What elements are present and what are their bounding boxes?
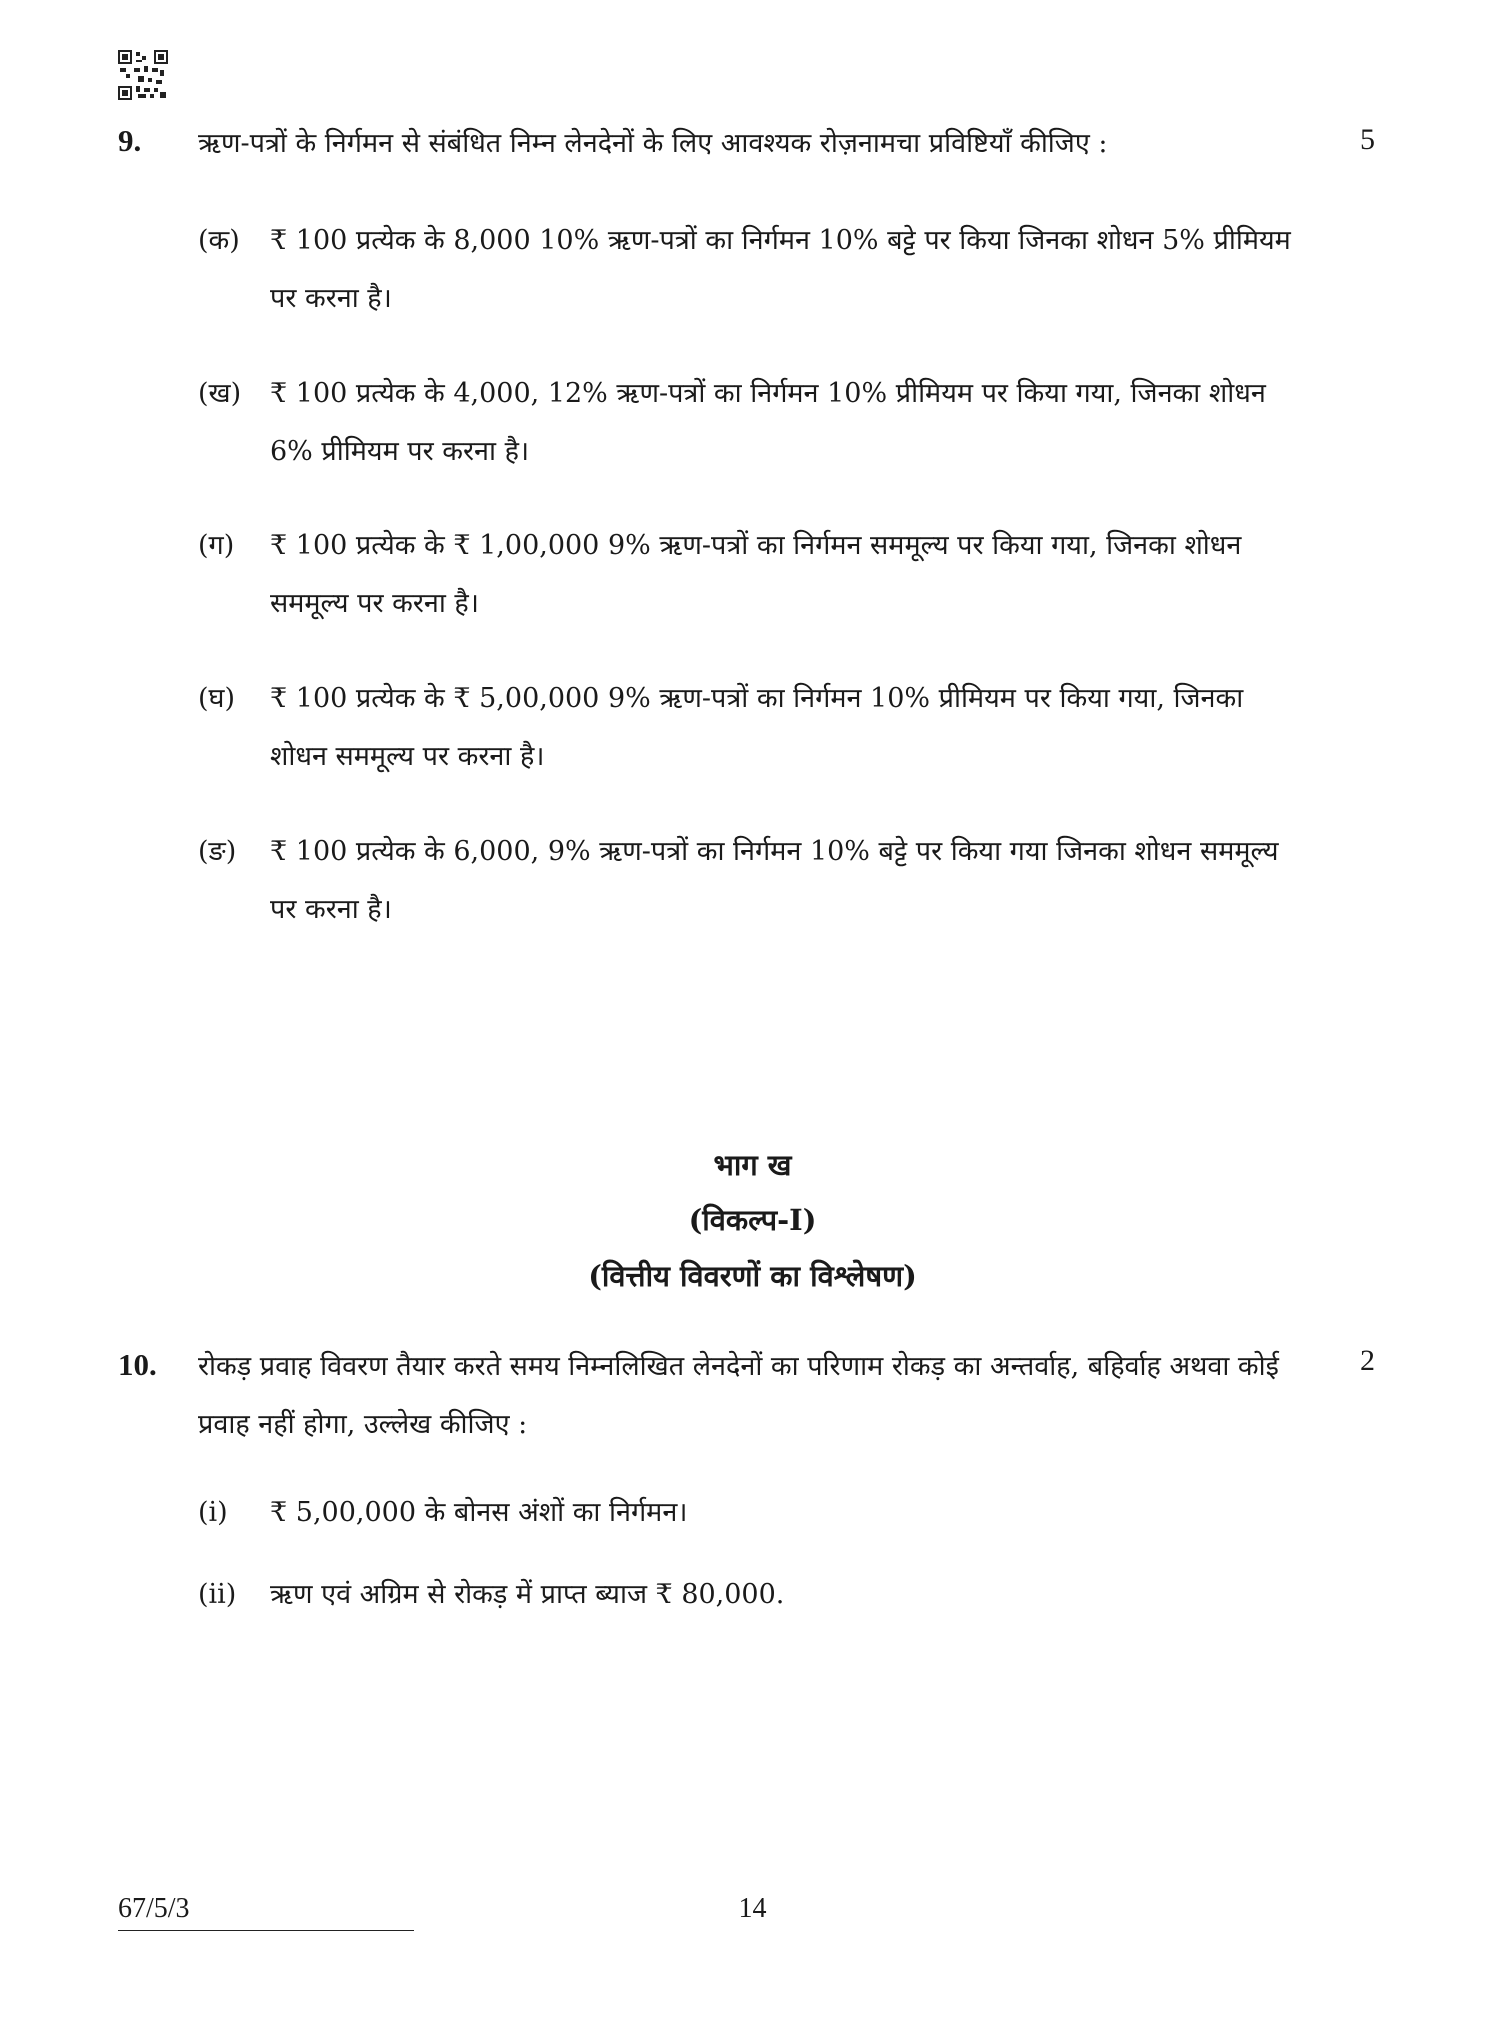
sub-question-text: ₹ 100 प्रत्येक के ₹ 5,00,000 9% ऋण-पत्रों का निर्गमन 10% प्रीमियम पर किया गया, जिनका शोधन सममूल्य पर करना है। <box>270 683 1244 772</box>
sub-question-label: (i) <box>198 1497 228 1528</box>
sub-question-text: ₹ 100 प्रत्येक के 8,000 10% ऋण-पत्रों का निर्गमन 10% बट्टे पर किया जिनका शोधन 5% प्रीमियम पर करना है। <box>270 225 1291 314</box>
section-part-heading: भाग ख <box>713 1148 792 1182</box>
section-subject-heading: (वित्तीय विवरणों का विश्लेषण) <box>588 1259 917 1293</box>
sub-question-label: (ङ) <box>198 836 237 867</box>
footer-underline <box>118 1930 414 1931</box>
sub-question-label: (क) <box>198 225 240 256</box>
question-marks: 2 <box>1360 1344 1375 1377</box>
sub-question-label: (ग) <box>198 530 235 561</box>
sub-question-text: ₹ 100 प्रत्येक के 4,000, 12% ऋण-पत्रों का निर्गमन 10% प्रीमियम पर किया गया, जिनका शोधन 6% प्रीमियम पर करना है। <box>270 378 1266 467</box>
sub-question-label: (ii) <box>198 1579 237 1610</box>
sub-question-text: ऋण एवं अग्रिम से रोकड़ में प्राप्त ब्याज ₹ 80,000. <box>270 1579 785 1610</box>
sub-question-label: (ख) <box>198 378 242 409</box>
sub-question-text: ₹ 100 प्रत्येक के ₹ 1,00,000 9% ऋण-पत्रों का निर्गमन सममूल्य पर किया गया, जिनका शोधन सममूल्य पर करना है। <box>270 530 1242 619</box>
page-number: 14 <box>738 1893 767 1924</box>
question-text: रोकड़ प्रवाह विवरण तैयार करते समय निम्नलिखित लेनदेनों का परिणाम रोकड़ का अन्तर्वाह, बहिर्वाह अथवा कोई प्रवाह नहीं होगा, उल्लेख कीजिए : <box>198 1351 1279 1440</box>
sub-question-text: ₹ 5,00,000 के बोनस अंशों का निर्गमन। <box>270 1497 688 1528</box>
question-text: ऋण-पत्रों के निर्गमन से संबंधित निम्न लेनदेनों के लिए आवश्यक रोज़नामचा प्रविष्टियाँ कीजिए : <box>198 128 1108 159</box>
paper-code: 67/5/3 <box>118 1893 190 1924</box>
question-marks: 5 <box>1360 123 1375 156</box>
qr-code-icon <box>118 50 168 100</box>
sub-question-label: (घ) <box>198 683 236 714</box>
section-option-heading: (विकल्प-I) <box>688 1203 817 1237</box>
question-number: 9. <box>118 123 142 158</box>
question-number: 10. <box>118 1347 157 1382</box>
sub-question-text: ₹ 100 प्रत्येक के 6,000, 9% ऋण-पत्रों का निर्गमन 10% बट्टे पर किया गया जिनका शोधन सममूल्य पर करना है। <box>270 836 1279 925</box>
